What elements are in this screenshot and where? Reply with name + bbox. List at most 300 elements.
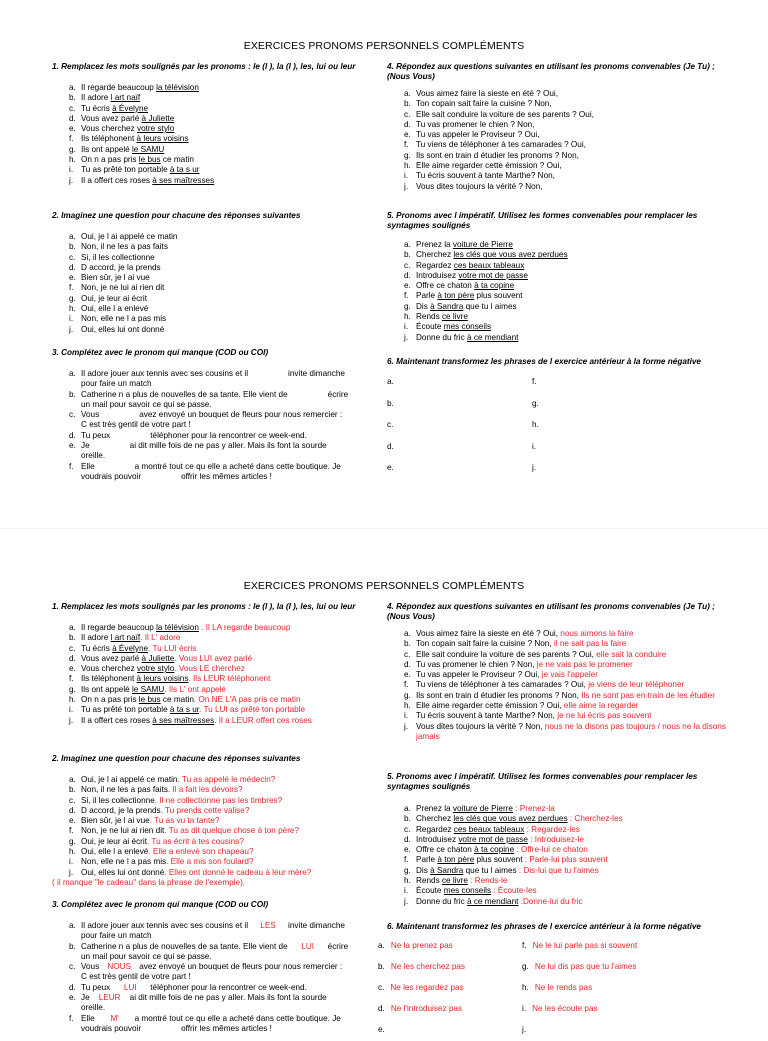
underlined-term: ce livre [441, 312, 468, 322]
list-item [387, 876, 732, 886]
list-item [52, 785, 397, 795]
item-text: Prenez la [416, 240, 453, 249]
item-letter: f. [69, 1013, 74, 1023]
list-item [52, 806, 397, 816]
list-item [387, 845, 732, 855]
item-letter: a. [69, 83, 76, 92]
item-text: Tu vas appeler le Proviseur ? Oui, [416, 670, 540, 680]
answer-slot [387, 377, 394, 386]
correction-title: EXERCICES PRONOMS PERSONNELS COMPLÉMENTS [243, 580, 525, 592]
list-item [52, 816, 397, 826]
item-text: Oui, je l ai appelé ce matin [81, 775, 178, 784]
correction-5 [387, 772, 732, 907]
item-letter: a. [404, 89, 411, 98]
item-text: Bien sûr, je l ai vue [81, 816, 150, 826]
exercise-4 [387, 62, 732, 192]
sentence-part: un mail pour savoir ce qui se passe. [81, 399, 212, 409]
item-text: Cherchez [416, 814, 454, 824]
sentence-line [81, 983, 372, 993]
item-letter: a. [69, 232, 76, 241]
correction-2 [52, 754, 397, 888]
item-text: Ton copain sait faire la cuisine ? Non, [416, 639, 552, 649]
list-item [387, 825, 732, 835]
underlined-term: à ton père [437, 855, 475, 865]
answer: . Il ne collectionne pas les timbres? [154, 795, 283, 805]
slot-letter: i. [532, 441, 537, 451]
list-item [387, 291, 732, 301]
item-letter: h. [69, 847, 76, 857]
underlined-term: à Évelyne [112, 103, 149, 113]
answer: . Tu as appelé le médecin? [177, 775, 276, 784]
underlined-term: les clés que vous avez perdues [453, 814, 568, 824]
item-text: Il regarde beaucoup [81, 83, 157, 92]
slot-letter: j. [532, 463, 537, 472]
item-letter: c. [404, 649, 411, 659]
item-letter: b. [69, 242, 76, 252]
exercise-3 [52, 348, 397, 482]
answer-slot [387, 399, 394, 408]
item-text: Tu as prêté ton portable [81, 165, 170, 175]
slot-letter: a. [378, 941, 385, 950]
list-item [387, 814, 732, 824]
list-item [387, 680, 732, 690]
item-letter: i. [69, 165, 74, 175]
item-letter: c. [404, 824, 411, 834]
sentence-part: pour faire un match [81, 931, 152, 941]
sentence-part: téléphoner pour la rencontrer ce week-end. [150, 982, 307, 992]
item-text: Offre ce chaton [416, 845, 475, 855]
sentence-line [81, 962, 372, 972]
sentence-part: Vous [81, 410, 100, 420]
sentence-part: Il adore jouer aux tennis avec ses cousins et il [81, 369, 249, 378]
exercise-6 [387, 357, 732, 477]
list-item [387, 250, 732, 260]
list-item [52, 462, 372, 483]
correction-3 [52, 900, 397, 1034]
item-letter: a. [404, 804, 411, 813]
list-item [52, 644, 397, 654]
sentence-line [81, 379, 372, 389]
underlined-term: ces beaux tableaux [453, 260, 525, 270]
underlined-term: le SAMU [131, 684, 165, 694]
sentence-line [81, 462, 372, 472]
list-item [52, 114, 397, 124]
answer: . Tu as écrit à tes cousins? [146, 836, 244, 846]
item-letter: c. [404, 260, 411, 270]
item-text: Écoute [416, 886, 444, 896]
list-item [387, 855, 732, 865]
list-item [387, 691, 732, 701]
answer: : Cherchez-les [567, 814, 623, 824]
underlined-term: à Juliette [141, 653, 175, 663]
item-text: Dis [416, 301, 431, 311]
underlined-term: à Sandra [430, 865, 464, 875]
item-text: Tu as prêté ton portable [81, 705, 170, 715]
answer-gap: M' [110, 1013, 119, 1023]
sentence-line [81, 993, 372, 1003]
item-text: Introduisez [416, 834, 459, 844]
list-item [387, 89, 732, 99]
sentence-part: voudrais pouvoir [81, 471, 142, 481]
sentence-part: écrire [327, 389, 349, 399]
answer-slot [378, 941, 453, 950]
item-letter: i. [69, 705, 74, 715]
correction-6-title: 6. Maintenant transformez les phrases de l exercice antérieur à la forme négative [387, 922, 701, 931]
correction-5-title: 5. Pronoms avec l impératif. Utilisez les formes convenables pour remplacer les syntagmes soulignés [387, 772, 698, 791]
answer: . Ils LEUR téléphonent [188, 674, 271, 684]
answer: Ne l'introduisez pas [390, 1004, 463, 1013]
list-item [52, 283, 397, 293]
list-item [387, 120, 732, 130]
answer: . Vous LUI avez parlé [174, 653, 253, 663]
underlined-term: l art naïf [110, 93, 141, 103]
list-item [387, 312, 732, 322]
item-letter: e. [404, 670, 411, 680]
item-text: Non, il ne les a pas faits [81, 242, 168, 252]
item-text: Tu écris [81, 643, 113, 653]
answer: : Prenez-la [512, 804, 555, 813]
answer-slot [378, 1025, 391, 1034]
item-letter: h. [69, 304, 76, 314]
sentence-part: Catherine n a plus de nouvelles de sa tante. Elle vient de [81, 941, 288, 951]
answer: nous ne la disons pas toujours / nous ne la disons jamais [416, 721, 726, 741]
item-letter: f. [404, 140, 409, 150]
list-item [52, 942, 372, 963]
list-item [52, 993, 372, 1014]
item-text: On n a pas pris [81, 695, 139, 705]
answer-slot [522, 941, 637, 950]
item-text-end: plus souvent [474, 855, 523, 865]
list-item [52, 921, 372, 942]
item-letter: j. [404, 332, 409, 342]
item-text: Oui, je leur ai écrit [81, 293, 147, 303]
sentence-part: invite dimanche [288, 369, 345, 378]
correction-3-list [52, 921, 372, 1034]
answer-gap: LUI [301, 941, 315, 951]
answer-slot [378, 962, 465, 971]
answer: . Elle a enlevé son chapeau? [148, 847, 254, 857]
item-letter: i. [404, 322, 409, 332]
item-letter: d. [69, 653, 76, 663]
item-text: Oui, elles lui ont donné [81, 324, 165, 334]
sentence-part: un mail pour savoir ce qui se passe. [81, 951, 212, 961]
item-letter: b. [404, 814, 411, 824]
item-letter: j. [404, 721, 409, 731]
item-text: Non, elle ne l a pas mis [81, 314, 167, 324]
item-text: Vous cherchez [81, 124, 137, 134]
item-letter: i. [404, 886, 409, 896]
answer: il ne sait pas la faire [551, 639, 627, 649]
sentence-line [81, 410, 372, 420]
item-text: Tu viens de téléphoner à tes camarades ? Oui, [416, 140, 586, 150]
item-letter: g. [69, 684, 76, 694]
underlined-term: la télévision [156, 623, 199, 632]
item-letter: d. [69, 982, 76, 992]
correction-4 [387, 602, 732, 742]
item-text: Introduisez [416, 270, 459, 280]
correction-3-title: 3. Complétez avec le pronom qui manque (COD ou COI) [52, 900, 269, 909]
list-item [52, 325, 397, 335]
item-letter: f. [69, 134, 74, 144]
exercise-1-list [52, 83, 397, 186]
list-item [52, 857, 397, 867]
item-letter: a. [69, 775, 76, 784]
list-item [52, 145, 397, 155]
item-letter: j. [69, 867, 74, 877]
slot-letter: a. [387, 377, 394, 386]
list-item [52, 253, 397, 263]
answer: :Donne-lui du fric [518, 896, 583, 906]
item-text-end: plus souvent [474, 291, 523, 301]
list-item [387, 333, 732, 343]
sentence-part: écrire [327, 941, 349, 951]
answer: nous aimons la faire [558, 629, 634, 638]
item-text: Prenez la [416, 804, 453, 813]
item-letter: d. [69, 113, 76, 123]
underlined-term: à leurs voisins [136, 674, 189, 684]
item-text: On n a pas pris [81, 155, 139, 165]
answer: Ne la prenez pas [390, 941, 453, 950]
list-item [52, 314, 397, 324]
answer: Ne les cherchez pas [390, 962, 466, 971]
item-text: Tu vas promener le chien ? Non, [416, 119, 535, 129]
item-text: Il regarde beaucoup [81, 623, 157, 632]
answer-slot [378, 983, 464, 992]
list-item [52, 674, 397, 684]
item-letter: f. [404, 680, 409, 690]
item-letter: e. [69, 664, 76, 674]
item-letter: b. [69, 785, 76, 795]
underlined-term: mes conseils [443, 886, 492, 896]
list-item [387, 99, 732, 109]
correction-6-grid [378, 941, 757, 1041]
item-letter: a. [69, 921, 76, 930]
item-text-end: ce matin [160, 695, 194, 705]
underlined-term: à Sandra [430, 301, 464, 311]
list-item [52, 134, 397, 144]
item-text-end: ce matin [160, 155, 194, 165]
correction-2-title: 2. Imaginez une question pour chacune des réponses suivantes [52, 754, 301, 763]
answer: elle aime la regarder [561, 701, 639, 711]
item-text-end: que tu l aimes [463, 301, 517, 311]
sentence-part: Catherine n a plus de nouvelles de sa tante. Elle vient de [81, 389, 288, 399]
list-item [52, 165, 397, 175]
underlined-term: ce livre [441, 876, 468, 886]
item-letter: i. [69, 857, 74, 867]
sentence-part: offrir les mêmes articles ! [181, 471, 272, 481]
item-letter: g. [69, 144, 76, 154]
item-text: Ils sont en train d étudier les pronoms ? Non, [416, 690, 579, 700]
sentence-line [81, 390, 372, 400]
slot-letter: g. [532, 398, 539, 408]
item-text: Vous aimez faire la sieste en été ? Oui, [416, 629, 558, 638]
sentence-line [81, 1003, 372, 1013]
item-letter: c. [69, 410, 76, 420]
item-text: Oui, elle l a enlevé [81, 847, 149, 857]
sentence-line [81, 441, 372, 451]
item-letter: d. [69, 262, 76, 272]
item-letter: g. [69, 836, 76, 846]
answer-slot [532, 420, 539, 429]
item-text: Ils téléphonent [81, 134, 137, 144]
correction-4-title: 4. Répondez aux questions suivantes en utilisant les pronoms convenables (Je Tu) ; (Nous Vous) [387, 602, 715, 621]
list-item [52, 868, 397, 878]
list-item [52, 93, 397, 103]
list-item [52, 837, 397, 847]
answer: . Tu LUI écris [148, 643, 197, 653]
answer: Ils ne sont pas en train de les étudier [578, 690, 716, 700]
item-text: Tu vas appeler le Proviseur ? Oui, [416, 130, 540, 140]
answer: je vais l'appeler [539, 670, 598, 680]
underlined-term: le bus [138, 155, 161, 165]
exercise-6-grid [387, 377, 732, 477]
underlined-term: le SAMU [131, 144, 165, 154]
list-item [52, 796, 397, 806]
item-text: Ils sont en train d étudier les pronoms ? Non, [416, 150, 579, 160]
item-text: Elle aime regarder cette émission ? Oui, [416, 161, 562, 171]
sentence-part: ai dit mille fois de ne pas y aller. Mais ils font la sourde [129, 441, 327, 451]
list-item [52, 847, 397, 857]
underlined-term: voiture de Pierre [452, 804, 513, 813]
sentence-line [81, 972, 372, 982]
underlined-term: à Juliette [141, 113, 175, 123]
underlined-term: à leurs voisins [136, 134, 189, 144]
answer: : Introduisez-le [527, 834, 584, 844]
list-item [387, 140, 732, 150]
item-text: D accord, je la prends [81, 805, 161, 815]
list-item [52, 664, 397, 674]
item-text: Non, je ne lui ai rien dit [81, 283, 165, 293]
list-item [387, 650, 732, 660]
sentence-line [81, 1014, 372, 1024]
item-text: Si, il les collectionne [81, 795, 155, 805]
answer: je ne lui écris pas souvent [554, 711, 652, 721]
answer-slot [522, 1025, 532, 1034]
item-text: Ton copain sait faire la cuisine ? Non, [416, 99, 552, 109]
item-text: Si, il les collectionne [81, 252, 155, 262]
exercise-4-title: 4. Répondez aux questions suivantes en utilisant les pronoms convenables (Je Tu) ; (Nous Vous) [387, 62, 715, 81]
slot-letter: f. [522, 941, 527, 950]
list-item [387, 110, 732, 120]
item-letter: b. [69, 389, 76, 399]
item-letter: i. [404, 171, 409, 181]
item-letter: g. [404, 865, 411, 875]
list-item [52, 369, 372, 390]
answer: : Offre-lui ce chaton [514, 845, 588, 855]
item-letter: b. [69, 93, 76, 103]
list-item [387, 629, 732, 639]
item-letter: j. [404, 181, 409, 191]
item-text: Il adore [81, 93, 111, 103]
slot-letter: f. [532, 377, 537, 386]
list-item [387, 161, 732, 171]
exercise-1 [52, 62, 397, 186]
list-item [387, 240, 732, 250]
answer: . Il LA regarde beaucoup [198, 623, 291, 632]
slot-letter: j. [522, 1025, 527, 1034]
sheet-title: EXERCICES PRONOMS PERSONNELS COMPLÉMENTS [243, 40, 525, 52]
item-text: Oui, je leur ai écrit [81, 836, 147, 846]
underlined-term: le bus [138, 695, 161, 705]
underlined-term: à ce mendiant [466, 896, 519, 906]
list-item [387, 171, 732, 181]
sentence-part: téléphoner pour la rencontrer ce week-end. [150, 430, 307, 440]
item-letter: h. [69, 155, 76, 165]
answer-slot [387, 420, 393, 429]
item-letter: e. [404, 130, 411, 140]
slot-letter: c. [378, 983, 385, 992]
list-item [52, 273, 397, 283]
list-item [52, 263, 397, 273]
item-text: Offre ce chaton [416, 281, 475, 291]
correction-1-list [52, 623, 397, 726]
sentence-part: Tu peux [81, 982, 111, 992]
item-letter: a. [69, 369, 76, 378]
sentence-part: Vous [81, 962, 100, 972]
sentence-line [81, 952, 372, 962]
answer: . Ils L' ont appelé [164, 684, 226, 694]
sentence-line [81, 931, 372, 941]
list-item [52, 83, 397, 93]
exercise-4-list [387, 89, 732, 192]
list-item [387, 701, 732, 711]
list-item [387, 897, 732, 907]
list-item [52, 294, 397, 304]
item-text: Elle aime regarder cette émission ? Oui, [416, 701, 562, 711]
sentence-part: Elle [81, 1013, 95, 1023]
underlined-term: la télévision [156, 83, 199, 92]
item-text: Oui, je l ai appelé ce matin [81, 232, 178, 241]
answer-gap: LES [260, 921, 276, 930]
answer: . Elle a mis son foulard? [166, 857, 254, 867]
answer: . Vous LE cherchez [174, 664, 245, 674]
underlined-term: à ta s ur [169, 705, 200, 715]
answer-gap: LEUR [98, 993, 121, 1003]
list-item [52, 623, 397, 633]
item-letter: e. [69, 816, 76, 826]
list-item [387, 261, 732, 271]
sentence-part: oreille. [81, 451, 106, 461]
item-text: Vous dites toujours la vérité ? Non, [416, 721, 543, 731]
list-item [52, 716, 397, 726]
list-item [52, 695, 397, 705]
list-item [387, 182, 732, 192]
item-text-end: que tu l aimes [463, 865, 517, 875]
correction-1 [52, 602, 397, 726]
list-item [52, 410, 372, 431]
answer: . Il a LEUR offert ces roses [214, 715, 312, 725]
item-text: Vous avez parlé [81, 113, 142, 123]
item-letter: c. [69, 795, 76, 805]
sentence-line [81, 942, 372, 952]
item-letter: e. [404, 845, 411, 855]
item-letter: j. [69, 175, 74, 185]
answer-slot [522, 983, 592, 992]
item-letter: j. [69, 324, 74, 334]
list-item [52, 441, 372, 462]
answer: Ne lui dis pas que tu l'aimes [534, 962, 637, 971]
sentence-line [81, 921, 372, 931]
answer: je ne vais pas le promener [534, 659, 633, 669]
item-letter: b. [404, 639, 411, 649]
item-text: Non, il ne les a pas faits [81, 785, 168, 795]
item-letter: h. [404, 701, 411, 711]
list-item [387, 670, 732, 680]
exercise-5-list [387, 240, 732, 343]
underlined-term: à ses maîtresses [152, 175, 215, 185]
sentence-part: invite dimanche [288, 921, 345, 930]
item-text: Elle sait conduire la voiture de ses parents ? Oui, [416, 649, 594, 659]
